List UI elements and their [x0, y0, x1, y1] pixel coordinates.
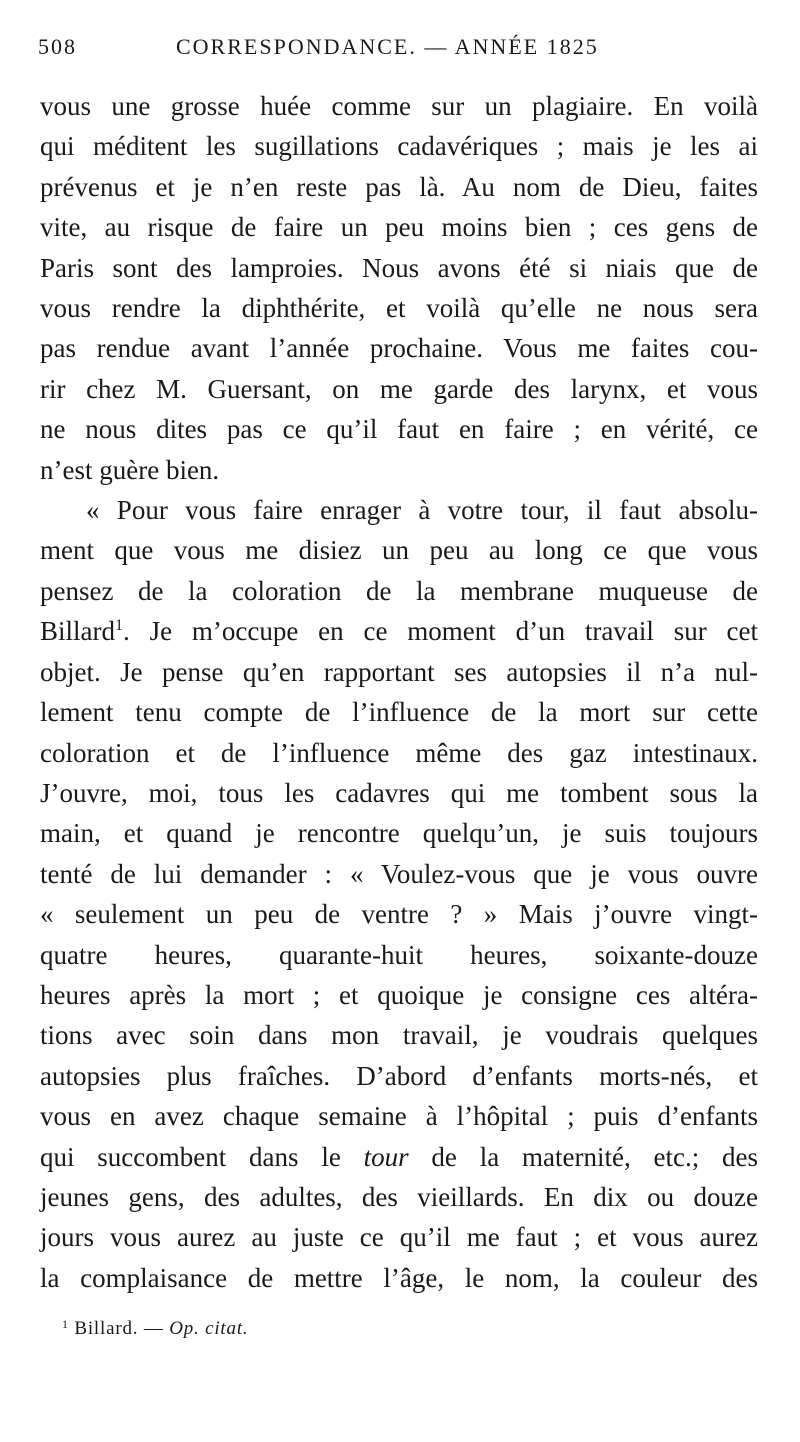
footnote-text: Billard. — — [74, 1318, 170, 1339]
text-line: Paris sont des lamproies. Nous avons été si niais que de — [40, 252, 758, 283]
footnote-marker: 1 — [62, 1317, 69, 1331]
text-line — [40, 611, 758, 651]
text-line: ne nous dites pas ce qu’il faut en faire ; en vérité, ce — [40, 414, 758, 445]
text-line: ment que vous me disiez un peu au long ce que vous — [40, 535, 758, 566]
text-span: qui succombent dans le — [40, 1141, 364, 1172]
text-line: autopsies plus fraîches. D’abord d’enfants morts-nés, et — [40, 1060, 758, 1091]
text-line: tenté de lui demander : « Voulez-vous que je vous ouvre — [40, 858, 758, 889]
text-line: objet. Je pense qu’en rapportant ses autopsies il n’a nul- — [40, 656, 758, 687]
text-line: vous une grosse huée comme sur un plagiaire. En voilà — [40, 91, 758, 121]
text-line: vous en avez chaque semaine à l’hôpital ; puis d’enfants — [40, 1101, 758, 1132]
text-line: main, et quand je rencontre quelqu’un, je suis toujours — [40, 818, 758, 849]
text-line: jours vous aurez au juste ce qu’il me faut ; et vous aurez — [40, 1222, 758, 1253]
text-line: quatre heures, quarante-huit heures, soixante-douze — [40, 939, 758, 970]
body-text — [40, 86, 758, 1298]
footnote-citation: Op. citat. — [169, 1318, 249, 1339]
text-line — [40, 1137, 758, 1177]
text-line: pensez de la coloration de la membrane muqueuse de — [40, 575, 758, 606]
text-line: qui méditent les sugillations cadavériques ; mais je les ai — [40, 131, 758, 162]
text-span: de la maternité, etc.; des — [408, 1141, 758, 1172]
text-line: n’est guère bien. — [40, 454, 220, 485]
text-line: rir chez M. Guersant, on me garde des larynx, et vous — [40, 373, 758, 404]
text-line: vite, au risque de faire un peu moins bien ; ces gens de — [40, 212, 758, 243]
text-line: « Pour vous faire enrager à votre tour, il faut absolu- — [86, 495, 758, 526]
text-line: coloration et de l’influence même des gaz intestinaux. — [40, 737, 758, 768]
running-head: CORRESPONDANCE. — ANNÉE 1825 — [176, 34, 599, 59]
text-line: « seulement un peu de ventre ? » Mais j’ouvre vingt- — [40, 899, 758, 930]
text-line: prévenus et je n’en reste pas là. Au nom de Dieu, faites — [40, 171, 758, 202]
text-line: lement tenu compte de l’influence de la mort sur cette — [40, 697, 758, 728]
text-line: pas rendue avant l’année prochaine. Vous me faites cou- — [40, 333, 758, 364]
text-span: . Je m’occupe en ce moment d’un travail sur cet — [123, 616, 758, 647]
text-line: J’ouvre, moi, tous les cadavres qui me tombent sous la — [40, 777, 758, 808]
italic-word: tour — [363, 1141, 409, 1172]
text-line: vous rendre la diphthérite, et voilà qu’elle ne nous sera — [40, 293, 758, 324]
text-span: Billard — [40, 616, 115, 647]
footnote — [62, 1318, 742, 1340]
page-header — [38, 34, 758, 66]
text-line: la complaisance de mettre l’âge, le nom, la couleur des — [40, 1262, 758, 1293]
footnote-reference: 1 — [115, 617, 123, 635]
text-line: heures après la mort ; et quoique je consigne ces altéra- — [40, 979, 758, 1010]
page-number: 508 — [38, 34, 77, 59]
text-line: jeunes gens, des adultes, des vieillards. En dix ou douze — [40, 1181, 758, 1212]
text-line: tions avec soin dans mon travail, je voudrais quelques — [40, 1020, 758, 1051]
